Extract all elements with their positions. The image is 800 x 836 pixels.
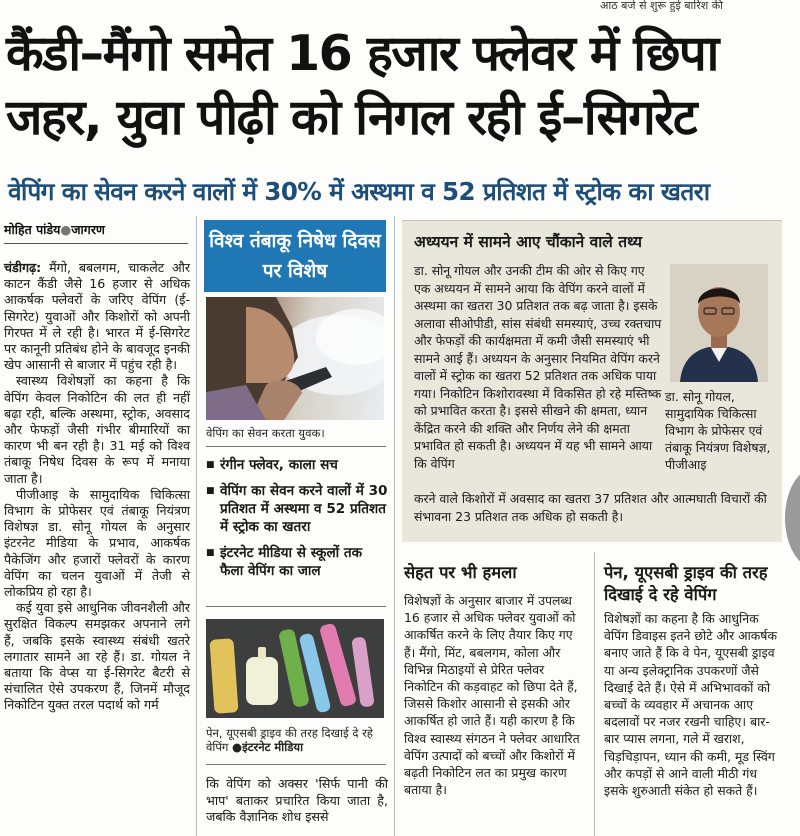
byline-author: मोहित पांडेय	[4, 222, 61, 237]
highlights-rule	[206, 606, 386, 607]
banner-line-2: पर विशेष	[262, 260, 328, 282]
section-health-body: विशेषज्ञों के अनुसार बाजार में उपलब्ध 16 हजार से अधिक फ्लेवर युवाओं को आकर्षित करने के लिए तैयार किए गए हैं। मैंगो, मिंट, बबलगम, कोला और विभिन्न मिठाइयों से प्रेरित फ्लेवर निकोटिन की कड़वाहट को छिपा देते हैं, जिससे किशोर आसानी से इसकी ओर आकर्षित हो जाते हैं। यही कारण है कि विश्व स्वास्थ्य संगठन ने फ्लेवर आधारित वेपिंग उत्पादों को बच्चों और किशोरों में बढ़ती निकोटिन लत का प्रमुख कारण बताया है।	[404, 593, 580, 798]
column-divider-3	[594, 552, 595, 836]
banner-line-1: विश्व तंबाकू निषेध दिवस	[209, 230, 381, 252]
section-health-heading: सेहत पर भी हमला	[404, 563, 517, 582]
byline-outlet: जागरण	[71, 222, 105, 237]
special-banner	[204, 220, 386, 292]
credit-dot-icon: ●	[232, 740, 243, 754]
section-pen-body: विशेषज्ञों का कहना है कि आधुनिक वेपिंग डिवाइस इतने छोटे और आकर्षक बनाए जाते हैं कि वे पेन, यूएसबी ड्राइव या अन्य इलेक्ट्रानिक उपकरणों जैसे दिखाई देते हैं। ऐसे में अभिभावकों को बच्चों के व्यवहार में अचानक आए बदलावों पर नजर रखनी चाहिए। बार-बार प्यास लगना, गले में खराश, चिड़चिड़ापन, ध्यान की कमी, मूड स्विंग और कपड़ों से आने वाली मीठी गंध इसके शुरुआती संकेत हो सकते हैं।	[604, 611, 777, 799]
caption-text: पेन, यूएसबी ड्राइव की तरह दिखाई दे रहे वेपिंग	[206, 726, 373, 754]
caption2-rule	[206, 764, 386, 765]
byline-rule	[4, 243, 188, 244]
vaping-youth-photo	[206, 297, 384, 420]
paragraph-text: मैंगो, बबलगम, चाकलेट और काटन कैंडी जैसे 16 हजार से अधिक आकर्षक फ्लेवरों के जरिए वेपिंग (ई-सिगरेट) युवाओं और किशोरों को अपनी गिरफ्त में ले रही है। भारत में ई-सिगरेट पर कानूनी प्रतिबंध होने के बावजूद इनकी खेप आसानी से बाजार में पहुंच रही है।	[4, 260, 190, 373]
research-heading: अध्ययन में सामने आए चौंकाने वाले तथ्य	[414, 233, 643, 251]
highlight-item: ■ वेपिंग का सेवन करने वालों में 30 प्रतिशत में अस्थमा व 52 प्रतिशत में स्ट्रोक का खतरा	[206, 482, 390, 536]
article-column-1	[4, 260, 190, 714]
headline-line-1: कैंडी–मैंगो समेत 16 हजार फ्लेवर में छिपा	[6, 25, 718, 82]
credit-text: इंटरनेट मीडिया	[242, 740, 304, 754]
byline	[4, 221, 105, 238]
previous-article-strip: आठ बजे से शुरू हुई बारिश की	[600, 0, 724, 12]
headline-line-2: जहर, युवा पीढ़ी को निगल रही ई–सिगरेट	[6, 89, 697, 146]
page-edge-marker	[785, 468, 800, 568]
article-paragraph-2: स्वास्थ्य विशेषज्ञों का कहना है कि वेपिंग केवल निकोटिन की लत ही नहीं बढ़ा रही, बल्कि अस्थमा, स्ट्रोक, अवसाद और फेफड़ों जैसी गंभीर बीमारियों का कारण भी बन रही है। 31 मई को विश्व तंबाकू निषेध दिवस के रूप में मनाया जाता है।	[4, 373, 190, 486]
article-column-2: कि वेपिंग को अक्सर 'सिर्फ पानी की भाप' बताकर प्रचारित किया जाता है, जबकि वैज्ञानिक शोध इससे	[206, 776, 388, 824]
research-text: डा. सोनू गोयल और उनकी टीम की ओर से किए गए एक अध्ययन में सामने आया कि वेपिंग करने वालों में अस्थमा का खतरा 30 प्रतिशत तक बढ़ जाता है। इसके अलावा सीओपीडी, सांस संबंधी समस्याएं, उच्च रक्तचाप और फेफड़ों की कार्यक्षमता में कमी जैसी समस्याएं भी सामने आई हैं। अध्ययन के अनुसार नियमित वेपिंग करने वालों में स्ट्रोक का खतरा 52 प्रतिशत तक अधिक पाया गया। निकोटिन किशोरावस्था में विकसित हो रहे मस्तिष्क को प्रभावित करता है। इससे सीखने की क्षमता, ध्यान केंद्रित करने की शक्ति और निर्णय लेने की क्षमता प्रभावित हो सकती है। अध्ययन में यह भी सामने आया कि वेपिंग	[414, 263, 662, 471]
vape-devices-photo	[206, 619, 384, 718]
column-divider-1	[196, 216, 197, 836]
vape-devices-illustration	[206, 619, 384, 718]
highlight-item: ■ रंगीन फ्लेवर, काला सच	[206, 456, 390, 474]
photo-credit	[232, 740, 303, 754]
highlight-item: ■ इंटरनेट मीडिया से स्कूलों तक फैला वेपिंग का जाल	[206, 544, 390, 580]
article-paragraph-4: कई युवा इसे आधुनिक जीवनशैली और सुरक्षित विकल्प समझकर अपनाने लगे हैं, जबकि इसके स्वास्थ्य संबंधी खतरे लगातार सामने आ रहे हैं। डा. गोयल ने बताया कि वेप्स या ई-सिगरेट बैटरी से संचालित ऐसे उपकरण हैं, जिनमें मौजूद निकोटिन युक्त तरल पदार्थ को गर्म	[4, 600, 190, 713]
caption-rule	[206, 446, 386, 447]
portrait-illustration	[670, 264, 768, 382]
photo-caption-1: वेपिंग का सेवन करता युवक।	[206, 426, 325, 440]
column-divider-2	[394, 216, 395, 836]
vaping-youth-illustration	[206, 297, 384, 420]
photo-caption-2	[206, 726, 386, 754]
portrait-photo	[670, 264, 768, 382]
highlights-list	[206, 456, 390, 588]
section-pen-heading: पेन, यूएसबी ड्राइव की तरह दिखाई दे रहे वेपिंग	[604, 563, 768, 604]
research-text-continued: करने वाले किशोरों में अवसाद का खतरा 37 प्रतिशत और आत्मघाती विचारों की संभावना 23 प्रतिशत तक अधिक हो सकती है।	[414, 491, 767, 524]
article-paragraph-3: पीजीआइ के सामुदायिक चिकित्सा विभाग के प्रोफेसर एवं तंबाकू नियंत्रण विशेषज्ञ डा. सोनू गोयल के अनुसार इंटरनेट मीडिया के प्रभाव, आकर्षक पैकेजिंग और हजारों फ्लेवरों के कारण वेपिंग का चलन युवाओं में तेजी से लोकप्रिय हो रहा है।	[4, 486, 190, 600]
byline-dot-icon: ●	[60, 222, 72, 237]
dateline: चंडीगढ़:	[4, 260, 42, 275]
headline	[6, 22, 796, 150]
portrait-caption: डा. सोनू गोयल, सामुदायिक चिकित्सा विभाग के प्रोफेसर एवं तंबाकू नियंत्रण विशेषज्ञ, पीजीआइ	[665, 389, 771, 472]
subheadline: वेपिंग का सेवन करने वालों में 30% में अस्थमा व 52 प्रतिशत में स्ट्रोक का खतरा	[8, 177, 710, 206]
article-paragraph-1	[4, 260, 190, 373]
